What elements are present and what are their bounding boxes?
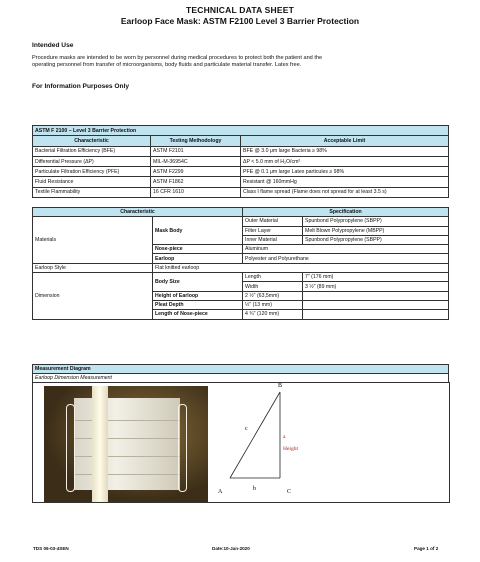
spec-cell: Outer Material — [243, 217, 303, 226]
spec-cell: Nose-piece — [153, 245, 243, 254]
spec-cell-empty — [303, 300, 449, 309]
table-row — [33, 146, 449, 156]
height-label: Height — [283, 446, 298, 452]
spec-cell: Spunbond Polypropylene (SBPP) — [303, 235, 449, 244]
astm-cell: Resistant @ 160mmHg — [241, 177, 449, 187]
spec-cell: Inner Material — [243, 235, 303, 244]
spec-cell: Spunbond Polypropylene (SBPP) — [303, 217, 449, 226]
astm-cell: ASTM F2101 — [151, 146, 241, 156]
spec-cell: ½" (13 mm) — [243, 300, 303, 309]
astm-cell: 16 CFR 1610 — [151, 187, 241, 197]
mask-body-label: Mask Body — [153, 217, 243, 245]
spec-cell: 3 ½" (89 mm) — [303, 282, 449, 291]
intended-use-heading: Intended Use — [32, 42, 74, 49]
astm-cell: ASTM F1862 — [151, 177, 241, 187]
footer-date: Date:10-Jan-2020 — [212, 546, 250, 551]
astm-cell: Bacterial Filtration Efficiency (BFE) — [33, 146, 151, 156]
spec-cell: Length — [243, 273, 303, 282]
astm-cell: Class I flame spread (Flame does not spread for at least 3.5 s) — [241, 187, 449, 197]
footer-doc-id: TDS 06-03-4SEN — [33, 546, 69, 551]
astm-cell: Particulate Filtration Efficiency (PFE) — [33, 167, 151, 177]
earloop-mask-photo — [44, 386, 208, 502]
body-size-label: Body Size — [153, 273, 243, 292]
table-row — [33, 167, 449, 177]
spec-cell: Length of Nose-piece — [153, 310, 243, 319]
table-row — [33, 263, 449, 272]
astm-header-limit: Acceptable Limit — [241, 136, 449, 146]
table-row — [33, 156, 449, 166]
document-title: TECHNICAL DATA SHEET — [185, 5, 295, 15]
table-row — [33, 273, 449, 282]
spec-cell: Filter Layer — [243, 226, 303, 235]
astm-header-characteristic: Characteristic — [33, 136, 151, 146]
spec-cell: 2 ½" (63,5mm) — [243, 291, 303, 300]
triangle-diagram — [210, 378, 320, 500]
astm-header-method: Testing Methodology — [151, 136, 241, 146]
spec-cell-empty — [303, 291, 449, 300]
side-label-a: a — [283, 434, 286, 440]
spec-cell: Polyester and Polyurethane — [243, 254, 449, 263]
astm-cell: PFE @ 0.1 μm large Latex particules ≥ 98% — [241, 167, 449, 177]
astm-cell: ΔP < 5.0 mm of H₂O/cm² — [241, 156, 449, 166]
triangle-side-c — [230, 392, 280, 478]
measurement-heading: Measurement Diagram — [33, 365, 449, 374]
specification-table — [32, 207, 449, 320]
spec-cell: 4 ¾" (120 mm) — [243, 310, 303, 319]
spec-cell-empty — [303, 310, 449, 319]
side-label-b: b — [253, 486, 256, 492]
astm-cell: Textile Flammability — [33, 187, 151, 197]
intended-use-text — [32, 55, 447, 69]
spec-cell: Width — [243, 282, 303, 291]
vertex-label-a-upper: A — [218, 489, 223, 495]
vertex-label-b-upper: B — [278, 383, 283, 389]
spec-cell: Flat knitted earloop — [153, 263, 449, 272]
spec-cell: Pleat Depth — [153, 300, 243, 309]
astm-cell: BFE @ 3.0 μm large Bacteria ≥ 98% — [241, 146, 449, 156]
spec-cell: Earloop — [153, 254, 243, 263]
footer-page-number: Page 1 of 2 — [414, 546, 439, 551]
spec-header-characteristic: Characteristic — [33, 208, 243, 217]
astm-cell: ASTM F2299 — [151, 167, 241, 177]
measurement-subheading: Earloop Dimension Measurement — [33, 374, 449, 383]
intended-use-line-1: Procedure masks are intended to be worn by personnel during medical procedures to protect both the patient and the — [32, 55, 323, 61]
vertex-label-c-upper: C — [287, 489, 292, 495]
document-subtitle: Earloop Face Mask: ASTM F2100 Level 3 Barrier Protection — [120, 16, 360, 26]
spec-cell: Earloop Style — [33, 263, 153, 272]
materials-label: Materials — [33, 217, 153, 263]
info-heading: For Information Purposes Only — [32, 83, 130, 90]
intended-use-line-2: operating personnel from transfer of microorganisms, body fluids and particulate material transfer. Latex free. — [32, 62, 302, 68]
spec-cell: Height of Earloop — [153, 291, 243, 300]
table-row — [33, 187, 449, 197]
astm-cell: Differential Pressure (ΔP) — [33, 156, 151, 166]
astm-cell: Fluid Resistance — [33, 177, 151, 187]
spec-cell: Melt Blown Polypropylene (MBPP) — [303, 226, 449, 235]
astm-table-band: ASTM F 2100 – Level 3 Barrier Protection — [33, 126, 449, 136]
side-label-c: c — [245, 426, 248, 432]
spec-header-specification: Specification — [243, 208, 449, 217]
spec-cell: 7" (176 mm) — [303, 273, 449, 282]
spec-cell: Aluminum — [243, 245, 449, 254]
astm-table — [32, 125, 449, 198]
astm-cell: MIL-M-36954C — [151, 156, 241, 166]
table-row — [33, 177, 449, 187]
dimension-label: Dimension — [33, 273, 153, 319]
table-row — [33, 217, 449, 226]
